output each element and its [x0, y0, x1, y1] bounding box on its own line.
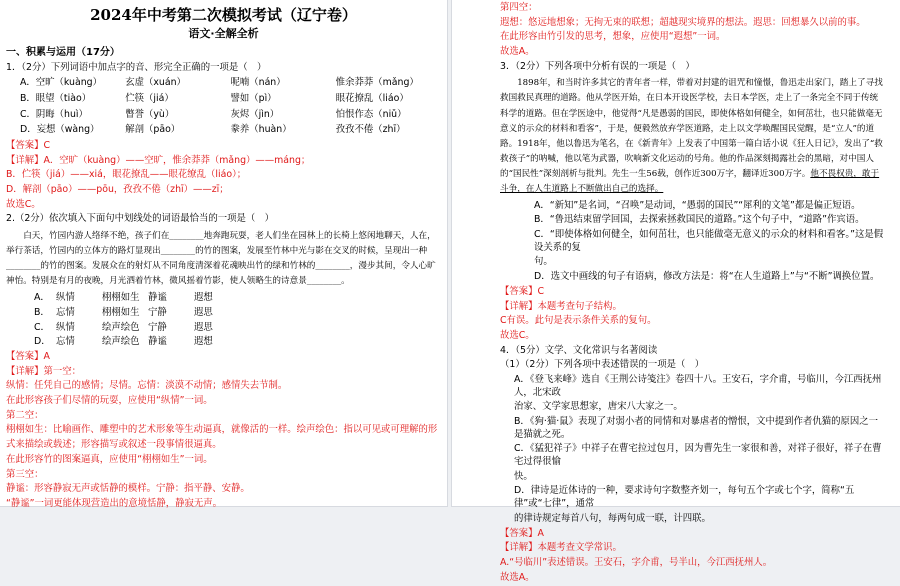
- q1-a-4: 惟余莽莽（mǎng）: [335, 77, 419, 89]
- question-3-analysis-3: 故选C。: [500, 329, 535, 341]
- q1-c-1: C．阴晦（huì）: [20, 108, 88, 120]
- question-3-option-d: D．选文中画线的句子有语病，修改方法是：将“在人生道路上”与“不断”调换位置。: [534, 271, 880, 283]
- question-1-analysis-3: D．解剖（pāo）——pōu，孜孜不倦（zhī）——zī；: [6, 184, 229, 196]
- question-1-analysis-2: B．伫筷（jiá）——xiá，眼花撩乱——眼花缭乱（liáo）；: [6, 169, 247, 181]
- q1-a-2: 玄虚（xuán）: [125, 77, 186, 89]
- question-2-option-a: [34, 292, 441, 305]
- question-4-sub-stem: （1）（2分）下列各项中表述错误的一项是（ ）: [500, 359, 705, 371]
- question-1-row-a: [20, 77, 441, 90]
- question-3-passage-text: 1898年，和当时许多其它的青年者一样，带着对封建的诅咒和憧憬，鲁迅走出家门，踏上了寻找救国救民真理的道路。他从学医开始，在日本开设医学校，去日本学医，走上了一条完全不同于传统科学的道路。但在学医途中，他觉得“凡是愚弱的国民，即使体格如何健全，如何茁壮，也只能做毫无意义的示众的材料和看客”，于是，便毅然放弃学医道路，走上以文学唤醒国民觉醒，是“立人”的道路。1918年，他以鲁迅为笔名，在《新青年》上发表了中国第一篇白话小说《狂人日记》，发出了“救救孩子”的呐喊，他以笔为武器，吹响新文化运动的号角。他的作品深刻揭露社会的黑暗，对中国人的“国民性”深刻剖析与批判。先生一生56载，创作近300万字，翻译近300万字。: [500, 78, 883, 179]
- question-4-analysis-3: 故选A。: [500, 571, 535, 583]
- question-2-stem: 2.（2分）依次填入下面句中划线处的词语最恰当的一项是（ ）: [6, 213, 275, 225]
- q1-a-3: 呢喃（nán）: [230, 77, 286, 89]
- question-4-option-a-cont: 治家、文学家思想家，唐宋八大家之一。: [514, 401, 683, 413]
- q2-c-w4: 遐思: [194, 321, 213, 333]
- right-page-content: [500, 0, 886, 586]
- q2-a-w1: 纵情: [56, 292, 75, 304]
- q2-b-w4: 遐思: [194, 306, 213, 318]
- question-4-option-d-cont: 的律诗规定每首八句，每两句成一联，计四联。: [514, 512, 711, 524]
- question-2-analysis-8: 第三空：: [6, 468, 44, 480]
- q2-a-w2: 栩栩如生: [102, 292, 140, 304]
- question-2-analysis-7: 在此形容竹的图案逼真，应使用“栩栩如生”一词。: [6, 453, 213, 465]
- question-2-option-c: [34, 322, 441, 335]
- question-3-option-c: C．“即使体格如何健全，如何茁壮，也只能做毫无意义的示众的材料和看客。”这是假设关系的复: [534, 229, 884, 253]
- question-4-option-b: B．《狗·猫·鼠》表现了对弱小者的同情和对暴虐者的憎恨，文中提到作者仇猫的原因之一是猫就之死。: [514, 416, 878, 440]
- question-2-passage: 白天，竹园内游人络绎不绝，孩子们在________地奔跑玩耍，老人们坐在园林上的长椅上悠闲地聊天，人在，举行茶话，竹园内的立体方的路灯显现出________的竹的图案，发展至竹林中光与影在交叉的时候，呈现出一种________的竹的图案。发展众在的射灯从不同角度清深着花魂映出竹的绿和竹林的________，漫步其间，令人心旷神怡。特别是有月的夜晚，月光洒着竹林，微风摇着竹影，使人领略生的诗意景________。: [6, 231, 436, 287]
- q2-c-w1: 纵情: [56, 321, 75, 333]
- q1-d-2: 解剖（pāo）: [125, 124, 181, 136]
- left-page: [0, 0, 447, 509]
- question-4-stem: 4．（5分）文学、文化常识与名著阅读: [500, 344, 658, 356]
- question-1-stem: 1．（2分）下列词语中加点字的音、形完全正确的一项是（ ）: [6, 61, 267, 73]
- question-3-option-c-cont: 句。: [534, 256, 553, 268]
- question-3-answer: 【答案】C: [500, 285, 545, 297]
- q2-b-w2: 栩栩如生: [102, 306, 140, 318]
- question-4-answer: 【答案】A: [500, 527, 544, 539]
- q1-b-2: 伫筷（jiá）: [125, 92, 174, 104]
- q1-b-4: 眼花撩乱（liáo）: [335, 92, 409, 104]
- q1-c-2: 瞥誉（yù）: [125, 108, 175, 120]
- q1-c-3: 灰烬（jìn）: [230, 108, 280, 120]
- q2-a-letter: A．: [34, 292, 50, 304]
- q2-b-letter: B．: [34, 306, 50, 318]
- question-4-option-c-cont: 快。: [514, 470, 533, 482]
- question-4-option-c: C．《猛犯祥子》中祥子在曹宅拉过包月，因为曹先生一家很和善，对祥子很好，祥子在曹宅过得很愉: [514, 443, 882, 468]
- question-3-option-a: A．“新知”是名词，“召唤”是动词，“愚弱的国民”“犀利的文笔”都是偏正短语。: [534, 199, 861, 211]
- fourth-blank-explanation: 遐想：悠远地想象；无拘无束的联想；超越现实境界的想法。遐思：回想暴久以前的事。: [500, 16, 866, 28]
- question-2-analysis-9: 静谧：形容静寂无声或恬静的模样。宁静：指平静、安静。: [6, 483, 250, 495]
- question-2-analysis-5: 栩栩如生：比喻画作、雕塑中的艺术形象等生动逼真，就像活的一样。绘声绘色：指以可见或可理解的形: [6, 424, 438, 436]
- q2-c-letter: C．: [34, 321, 50, 333]
- question-2-analysis-6: 式来描绘或载述；形容描写或叙述一段事情很逼真。: [6, 439, 222, 451]
- question-2-option-d: [34, 336, 441, 349]
- q1-b-1: B．眼望（tiào）: [20, 92, 92, 104]
- q2-d-w4: 遐想: [194, 336, 213, 348]
- question-4-analysis-1: 【详解】本题考查文学常识。: [500, 542, 622, 554]
- question-1-row-c: [20, 109, 441, 122]
- q2-a-w3: 静谧: [148, 292, 167, 304]
- exam-subtitle: 语文·全解全析: [188, 27, 259, 41]
- left-page-content: [6, 0, 441, 513]
- q2-a-w4: 遐想: [194, 292, 213, 304]
- question-3-underlined-sentence: 他不畏权贵，敢于斗争，在人生道路上不断做出自己的选择。: [500, 168, 880, 194]
- q1-c-4: 怕恨作态（niǔ）: [335, 108, 407, 120]
- q2-c-w3: 宁静: [148, 321, 167, 333]
- question-1-analysis-1: 【详解】A．空旷（kuàng）——空旷，惟余莽莽（mǎng）——máng；: [6, 154, 311, 166]
- q2-c-w2: 绘声绘色: [102, 321, 140, 333]
- question-4-analysis-2: A.“号临川”表述错误。王安石，字介甫，号半山，今江西抚州人。: [500, 556, 773, 568]
- question-2-analysis-10: “静谧”一词更能体现营造出的意境恬静，静寂无声。: [6, 497, 222, 509]
- q1-b-3: 譬如（pì）: [230, 92, 277, 104]
- question-2-analysis-2: 纵情：任凭自己的感情；尽情。忘情：淡漠不动情；感情失去节制。: [6, 380, 288, 392]
- fourth-blank-conclusion: 在此形容由竹引发的思考，想象，应使用“遐想”一词。: [500, 31, 726, 43]
- fourth-blank-heading: 第四空：: [500, 2, 538, 13]
- q2-d-w1: 忘情: [56, 336, 75, 348]
- question-3-option-b: B．“鲁迅结束留学回国，去探索拯救国民的道路。”这个句子中，“道路”作宾语。: [534, 214, 865, 226]
- question-2-analysis-4: 第二空：: [6, 409, 44, 421]
- question-2-answer: 【答案】A: [6, 351, 50, 363]
- q2-d-w2: 绘声绘色: [102, 336, 140, 348]
- exam-title: 2024年中考第二次模拟考试（辽宁卷）: [90, 6, 357, 24]
- question-1-row-d: [20, 124, 441, 137]
- question-4-option-a: A．《登飞来峰》选自《王荆公诗笺注》卷四十八。王安石，字介甫，号临川，今江西抚州人，北宋政: [514, 373, 882, 398]
- question-2-analysis-1: 【详解】第一空：: [6, 365, 82, 377]
- question-1-analysis-4: 故选C。: [6, 198, 41, 210]
- q2-d-letter: D．: [34, 336, 51, 348]
- q1-d-3: 豢养（huàn）: [230, 124, 292, 136]
- q1-a-1: A．空旷（kuàng）: [20, 77, 103, 89]
- question-3-analysis-2: C有误。此句是表示条件关系的复句。: [500, 315, 657, 327]
- q2-b-w1: 忘情: [56, 306, 75, 318]
- question-2-analysis-3: 在此形容孩子们尽情的玩耍，应使用“纵情”一词。: [6, 395, 213, 407]
- right-page: [452, 0, 900, 583]
- question-2-option-b: [34, 307, 441, 320]
- question-4-option-d: D．律诗是近体诗的一种，要求诗句字数整齐划一，每句五个字或七个字，简称“五律”或“七律”，通常: [514, 485, 855, 510]
- q1-d-4: 孜孜不倦（zhī）: [335, 124, 406, 136]
- q2-d-w3: 静谧: [148, 336, 167, 348]
- q2-b-w3: 宁静: [148, 306, 167, 318]
- question-2-final-answer: 故选A。: [500, 46, 535, 58]
- question-1-row-b: [20, 93, 441, 106]
- section-heading: 一、积累与运用（17分）: [6, 47, 120, 59]
- question-1-answer: 【答案】C: [6, 140, 51, 152]
- q1-d-1: D．妄想（wàng）: [20, 124, 100, 136]
- question-3-analysis-1: 【详解】本题考查句子结构。: [500, 300, 622, 312]
- question-3-passage: [500, 76, 886, 196]
- question-3-stem: 3．（2分）下列各项中分析有误的一项是（ ）: [500, 60, 695, 72]
